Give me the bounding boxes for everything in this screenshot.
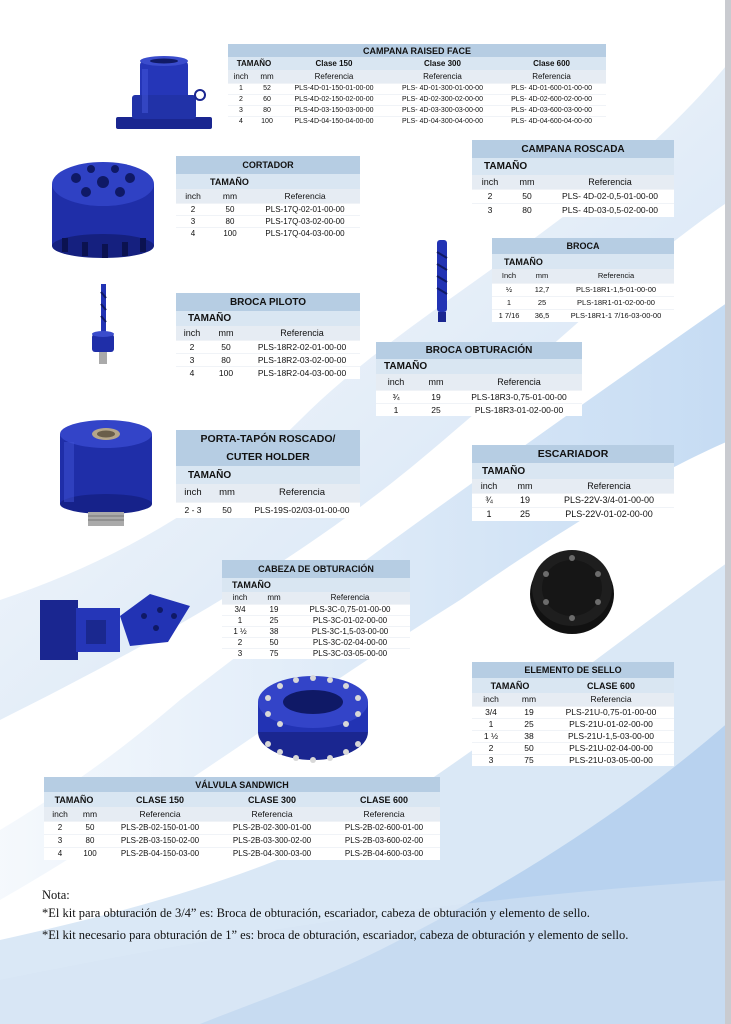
cell-ref: PLS-18R2-02-01-00-00 [244,340,360,353]
column-header: CLASE 150 [104,792,216,807]
cell-ref: PLS-21U-1,5-03-00-00 [548,730,674,742]
table-row [44,821,440,834]
cell-inch: 2 - 3 [176,502,210,518]
cell-inch: 4 [228,116,254,127]
cell-mm: 75 [510,754,548,766]
cell-inch: 1 ½ [472,730,510,742]
cell-mm: 12,7 [526,283,558,296]
cell-inch: ½ [492,283,526,296]
elemento-sello-table [472,662,674,766]
table-row [176,366,360,379]
cortador-image [46,156,160,260]
cell-ref: PLS-4D-03-150-03-00-00 [280,105,388,116]
cell-mm: 80 [508,203,546,217]
column-header: Referencia [548,693,674,706]
cell-inch: 3 [176,353,208,366]
cell-mm: 25 [526,296,558,309]
cell-ref: PLS- 4D-03-600-03-00-00 [497,105,606,116]
cell-ref: PLS-2B-02-600-01-00 [328,821,440,834]
cortador-table [176,156,360,239]
cell-inch: 1 [472,507,506,521]
cell-ref: PLS-18R2-04-03-00-00 [244,366,360,379]
note-line-1: *El kit necesario para obturación de 1” es: broca de obturación, escariador, cabeza de obturación y elemento de sello. [42,928,629,942]
table-title: CABEZA DE OBTURACIÓN [222,560,410,578]
column-header: inch [176,326,208,340]
table-title: ELEMENTO DE SELLO [472,662,674,678]
cell-ref: PLS- 4D-02-0,5-01-00-00 [546,189,674,203]
valvula-sandwich-table [44,777,440,860]
column-header: inch [44,807,76,821]
cell-ref: PLS- 4D-04-600-04-00-00 [497,116,606,127]
size-header: TAMAÑO [176,311,360,326]
valvula-sandwich-image [256,672,370,768]
table-row [472,203,674,217]
column-header: mm [510,693,548,706]
cell-ref: PLS-2B-03-600-02-00 [328,834,440,847]
size-header: TAMAÑO [222,578,410,592]
cell-mm: 60 [254,94,280,105]
table-title: CORTADOR [176,156,360,174]
cell-ref: PLS-2B-03-300-02-00 [216,834,328,847]
cell-inch: 1 [492,296,526,309]
table-row [376,390,582,403]
column-header: Referencia [104,807,216,821]
size-header: TAMAÑO [176,466,360,484]
table-title: VÁLVULA SANDWICH [44,777,440,792]
column-header: mm [254,70,280,83]
page-right-border [725,0,731,1024]
cell-ref: PLS-17Q-02-01-00-00 [250,203,360,215]
cell-mm: 80 [210,215,250,227]
cell-inch: 3 [472,754,510,766]
cell-ref: PLS- 4D-02-600-02-00-00 [497,94,606,105]
cell-mm: 75 [258,648,290,659]
cell-inch: ¾ [472,493,506,507]
cell-ref: PLS-2B-02-150-01-00 [104,821,216,834]
table-row [492,296,674,309]
campana-roscada-table [472,140,674,217]
column-header: Referencia [280,70,388,83]
column-header: inch [472,175,508,189]
table-row [472,718,674,730]
class-header: CLASE 600 [548,678,674,693]
cell-mm: 50 [210,502,244,518]
column-header: Referencia [244,326,360,340]
cell-ref: PLS- 4D-01-300-01-00-00 [388,83,497,94]
table-row [492,309,674,322]
column-header: mm [416,374,456,390]
cell-mm: 100 [210,227,250,239]
cell-ref: PLS-2B-02-300-01-00 [216,821,328,834]
table-row [222,648,410,659]
cell-mm: 25 [258,615,290,626]
cell-mm: 19 [258,604,290,615]
table-row [44,847,440,860]
cell-ref: PLS-3C-02-04-00-00 [290,637,410,648]
cell-ref: PLS-3C-1,5-03-00-00 [290,626,410,637]
cell-ref: PLS-17Q-04-03-00-00 [250,227,360,239]
column-header: Referencia [388,70,497,83]
cell-ref: PLS-21U-0,75-01-00-00 [548,706,674,718]
table-row [176,340,360,353]
cabeza-obturacion-image [40,586,190,664]
column-header: Referencia [544,479,674,493]
table-row [472,507,674,521]
size-header: TAMAÑO [472,463,674,479]
column-header: mm [526,269,558,283]
column-header: mm [76,807,104,821]
cell-mm: 100 [208,366,244,379]
table-row [228,83,606,94]
cell-mm: 50 [208,340,244,353]
table-row [376,403,582,416]
cell-mm: 25 [416,403,456,416]
column-header: inch [222,592,258,604]
cell-mm: 52 [254,83,280,94]
column-header: mm [210,484,244,502]
table-row [222,637,410,648]
elemento-sello-image [528,544,616,636]
column-header: Referencia [456,374,582,390]
campana-raised-face-image [112,55,216,133]
cell-ref: PLS-3C-01-02-00-00 [290,615,410,626]
column-header: inch [176,189,210,203]
size-header: TAMAÑO [472,678,548,693]
column-header: Referencia [216,807,328,821]
table-row [176,203,360,215]
cell-ref: PLS-4D-04-150-04-00-00 [280,116,388,127]
cell-ref: PLS- 4D-02-300-02-00-00 [388,94,497,105]
table-row [228,94,606,105]
cell-mm: 25 [506,507,544,521]
cell-ref: PLS- 4D-01-600-01-00-00 [497,83,606,94]
cell-ref: PLS- 4D-03-300-03-00-00 [388,105,497,116]
cell-mm: 80 [76,834,104,847]
table-title: ESCARIADOR [472,445,674,463]
column-header: TAMAÑO [228,57,280,70]
cell-inch: 2 [222,637,258,648]
campana-raised-face-table [228,44,606,127]
cell-inch: 2 [44,821,76,834]
table-row [222,615,410,626]
note-block [42,886,682,944]
cell-mm: 100 [254,116,280,127]
cell-inch: 3 [176,215,210,227]
table-row [176,353,360,366]
table-title: CAMPANA ROSCADA [472,140,674,158]
table-row [472,754,674,766]
column-header: Clase 600 [497,57,606,70]
porta-tapon-image [56,416,156,534]
column-header: inch [472,479,506,493]
column-header: CLASE 300 [216,792,328,807]
cell-ref: PLS-21U-02-04-00-00 [548,742,674,754]
cell-ref: PLS-2B-04-600-03-00 [328,847,440,860]
column-header: Referencia [244,484,360,502]
cell-ref: PLS-3C-03-05-00-00 [290,648,410,659]
cell-inch: 1 [228,83,254,94]
cell-ref: PLS-18R1-1 7/16-03-00-00 [558,309,674,322]
column-header: inch [228,70,254,83]
table-row [472,730,674,742]
cell-inch: 2 [472,742,510,754]
table-row [222,604,410,615]
cell-ref: PLS-2B-04-300-03-00 [216,847,328,860]
table-row [472,706,674,718]
table-row [176,502,360,518]
size-header: TAMAÑO [376,359,582,374]
cell-mm: 50 [508,189,546,203]
cell-ref: PLS-17Q-03-02-00-00 [250,215,360,227]
cell-ref: PLS-2B-04-150-03-00 [104,847,216,860]
cell-mm: 80 [208,353,244,366]
cell-ref: PLS-18R3-01-02-00-00 [456,403,582,416]
cell-ref: PLS-18R1-01-02-00-00 [558,296,674,309]
table-title-line1: PORTA-TAPÓN ROSCADO/ [176,430,360,448]
column-header: Referencia [250,189,360,203]
cell-mm: 50 [510,742,548,754]
cell-ref: PLS-21U-01-02-00-00 [548,718,674,730]
cell-inch: 3 [472,203,508,217]
cell-inch: ¾ [376,390,416,403]
column-header: Referencia [558,269,674,283]
column-header: Referencia [497,70,606,83]
table-row [492,283,674,296]
table-row [228,116,606,127]
cell-ref: PLS-3C-0,75-01-00-00 [290,604,410,615]
table-row [472,742,674,754]
cell-inch: 3 [222,648,258,659]
table-row [472,189,674,203]
table-row [472,493,674,507]
cell-ref: PLS-22V-01-02-00-00 [544,507,674,521]
cell-mm: 19 [416,390,456,403]
cell-inch: 3/4 [472,706,510,718]
escariador-table [472,445,674,521]
cell-mm: 36,5 [526,309,558,322]
cell-ref: PLS-4D-01-150-01-00-00 [280,83,388,94]
cell-mm: 100 [76,847,104,860]
table-row [176,227,360,239]
column-header: inch [176,484,210,502]
cell-ref: PLS-18R2-03-02-00-00 [244,353,360,366]
cell-ref: PLS-21U-03-05-00-00 [548,754,674,766]
table-row [228,105,606,116]
cell-inch: 1 [472,718,510,730]
cell-inch: 1 7/16 [492,309,526,322]
table-row [222,626,410,637]
broca-image [432,238,452,324]
cell-mm: 38 [258,626,290,637]
cell-inch: 3 [44,834,76,847]
table-row [176,215,360,227]
cell-inch: 4 [176,227,210,239]
cell-inch: 1 [376,403,416,416]
cell-inch: 4 [176,366,208,379]
cell-mm: 50 [76,821,104,834]
porta-tapon-table [176,430,360,518]
cabeza-obturacion-table [222,560,410,659]
cell-ref: PLS-19S-02/03-01-00-00 [244,502,360,518]
cell-ref: PLS-2B-03-150-02-00 [104,834,216,847]
cell-mm: 80 [254,105,280,116]
column-header: mm [208,326,244,340]
cell-inch: 2 [176,203,210,215]
column-header: Referencia [328,807,440,821]
table-title: CAMPANA RAISED FACE [228,44,606,57]
column-header: mm [210,189,250,203]
cell-mm: 25 [510,718,548,730]
cell-mm: 38 [510,730,548,742]
broca-obturacion-table [376,342,582,416]
size-header: TAMAÑO [176,174,360,189]
cell-mm: 50 [210,203,250,215]
size-header: TAMAÑO [492,254,674,269]
table-title-line2: CUTER HOLDER [176,448,360,466]
cell-ref: PLS- 4D-04-300-04-00-00 [388,116,497,127]
cell-inch: 2 [228,94,254,105]
note-line-3-4: *El kit para obturación de 3/4” es: Broca de obturación, escariador, cabeza de obturación y elemento de sello. [42,906,590,920]
broca-table [492,238,674,322]
column-header: mm [508,175,546,189]
cell-inch: 3 [228,105,254,116]
broca-piloto-table [176,293,360,379]
cell-ref: PLS-18R1-1,5-01-00-00 [558,283,674,296]
column-header: CLASE 600 [328,792,440,807]
size-header: TAMAÑO [472,158,674,175]
column-header: mm [506,479,544,493]
cell-ref: PLS-4D-02-150-02-00-00 [280,94,388,105]
table-title: BROCA [492,238,674,254]
cell-inch: 3/4 [222,604,258,615]
cell-mm: 50 [258,637,290,648]
table-title: BROCA PILOTO [176,293,360,311]
column-header: inch [376,374,416,390]
column-header: mm [258,592,290,604]
cell-inch: 2 [176,340,208,353]
cell-inch: 1 [222,615,258,626]
column-header: Referencia [546,175,674,189]
cell-mm: 19 [510,706,548,718]
cell-inch: 4 [44,847,76,860]
note-title: Nota: [42,888,70,902]
cell-ref: PLS-18R3-0,75-01-00-00 [456,390,582,403]
column-header: Referencia [290,592,410,604]
table-row [44,834,440,847]
column-header: Clase 300 [388,57,497,70]
table-title: BROCA OBTURACIÓN [376,342,582,359]
cell-inch: 2 [472,189,508,203]
cell-mm: 19 [506,493,544,507]
column-header: Clase 150 [280,57,388,70]
cell-ref: PLS-22V-3/4-01-00-00 [544,493,674,507]
column-header: inch [472,693,510,706]
cell-inch: 1 ½ [222,626,258,637]
cell-ref: PLS- 4D-03-0,5-02-00-00 [546,203,674,217]
column-header: TAMAÑO [44,792,104,807]
broca-piloto-image [86,282,120,370]
column-header: Inch [492,269,526,283]
